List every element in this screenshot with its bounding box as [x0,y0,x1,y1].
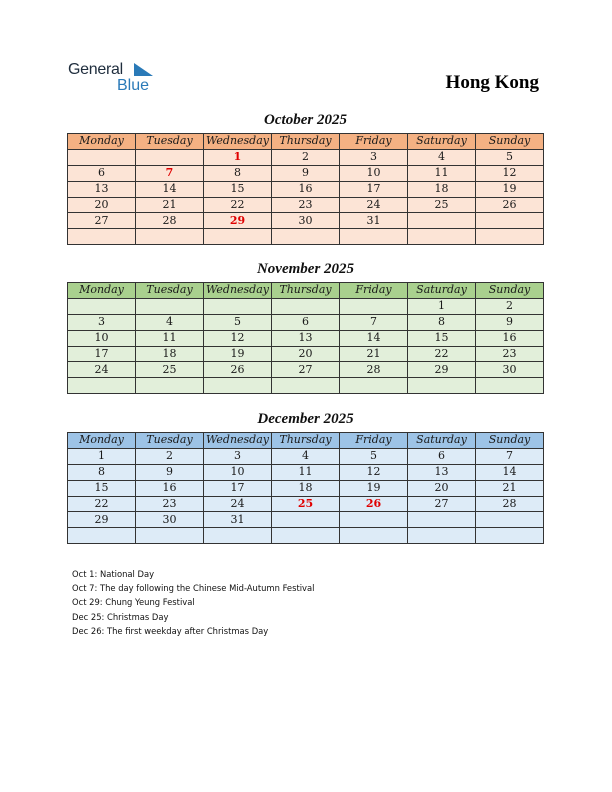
logo-triangle-icon [134,63,154,77]
calendar-december [67,432,544,544]
day-cell: 6 [68,165,136,181]
day-cell: 2 [272,149,340,165]
holiday-note: Oct 1: National Day [72,569,155,579]
empty-day-cell [68,528,136,544]
empty-day-cell [408,378,476,394]
day-cell: 14 [476,464,544,480]
weekday-header-row [68,283,544,299]
week-row [68,229,544,245]
day-cell: 3 [68,314,136,330]
day-cell: 12 [204,330,272,346]
holiday-note: Oct 7: The day following the Chinese Mid-Autumn Festival [72,583,315,594]
day-cell: 1 [408,298,476,314]
day-cell: 1 [204,149,272,165]
day-cell: 20 [272,346,340,362]
day-cell: 15 [408,330,476,346]
empty-day-cell [340,528,408,544]
day-cell: 17 [204,480,272,496]
day-cell: 9 [136,464,204,480]
weekday-header: Monday [68,283,136,299]
day-cell: 29 [68,512,136,528]
day-cell: 2 [136,448,204,464]
day-cell: 8 [204,165,272,181]
week-row [68,298,544,314]
day-cell: 16 [136,480,204,496]
week-row [68,480,544,496]
day-cell: 27 [68,213,136,229]
day-cell: 3 [340,149,408,165]
country-title: Hong Kong [445,72,539,93]
day-cell: 6 [272,314,340,330]
empty-day-cell [136,149,204,165]
calendar-october [67,133,544,245]
day-cell: 23 [136,496,204,512]
empty-day-cell [136,298,204,314]
day-cell: 7 [136,165,204,181]
week-row [68,181,544,197]
day-cell: 7 [340,314,408,330]
empty-day-cell [340,298,408,314]
empty-day-cell [68,149,136,165]
weekday-header-row [68,433,544,449]
day-cell: 5 [204,314,272,330]
logo-general-text: General [68,61,123,78]
week-row [68,378,544,394]
weekday-header: Tuesday [136,283,204,299]
day-cell: 9 [476,314,544,330]
week-row [68,213,544,229]
calendar-november [67,282,544,394]
day-cell: 17 [68,346,136,362]
day-cell: 5 [340,448,408,464]
day-cell: 21 [476,480,544,496]
weekday-header: Friday [340,134,408,150]
weekday-header-row [68,134,544,150]
weekday-header: Thursday [272,134,340,150]
empty-day-cell [340,229,408,245]
empty-day-cell [476,229,544,245]
empty-day-cell [204,298,272,314]
day-cell: 31 [204,512,272,528]
day-cell: 22 [204,197,272,213]
holiday-notes [72,567,314,638]
day-cell: 24 [68,362,136,378]
week-row [68,496,544,512]
empty-day-cell [136,229,204,245]
week-row [68,165,544,181]
day-cell: 9 [272,165,340,181]
day-cell: 10 [204,464,272,480]
day-cell: 22 [408,346,476,362]
day-cell: 23 [476,346,544,362]
day-cell: 19 [476,181,544,197]
day-cell: 5 [476,149,544,165]
empty-day-cell [68,298,136,314]
empty-day-cell [408,213,476,229]
day-cell: 23 [272,197,340,213]
week-row [68,528,544,544]
weekday-header: Saturday [408,433,476,449]
day-cell: 11 [136,330,204,346]
empty-day-cell [476,528,544,544]
day-cell: 18 [136,346,204,362]
weekday-header: Saturday [408,134,476,150]
day-cell: 16 [476,330,544,346]
day-cell: 27 [408,496,476,512]
day-cell: 29 [204,213,272,229]
day-cell: 25 [408,197,476,213]
week-row [68,362,544,378]
logo [68,61,178,101]
empty-day-cell [476,213,544,229]
weekday-header: Sunday [476,134,544,150]
weekday-header: Friday [340,283,408,299]
holiday-note: Dec 26: The first weekday after Christmas Day [72,625,269,636]
empty-day-cell [272,378,340,394]
empty-day-cell [272,512,340,528]
empty-day-cell [340,512,408,528]
day-cell: 17 [340,181,408,197]
day-cell: 3 [204,448,272,464]
day-cell: 26 [340,496,408,512]
weekday-header: Friday [340,433,408,449]
empty-day-cell [204,528,272,544]
day-cell: 12 [476,165,544,181]
day-cell: 28 [136,213,204,229]
day-cell: 4 [136,314,204,330]
day-cell: 20 [408,480,476,496]
day-cell: 13 [68,181,136,197]
weekday-header: Saturday [408,283,476,299]
week-row [68,197,544,213]
empty-day-cell [136,378,204,394]
day-cell: 13 [272,330,340,346]
day-cell: 19 [340,480,408,496]
day-cell: 13 [408,464,476,480]
empty-day-cell [68,378,136,394]
day-cell: 25 [136,362,204,378]
weekday-header: Wednesday [204,283,272,299]
day-cell: 26 [476,197,544,213]
day-cell: 4 [408,149,476,165]
day-cell: 27 [272,362,340,378]
day-cell: 14 [340,330,408,346]
empty-day-cell [204,229,272,245]
empty-day-cell [136,528,204,544]
day-cell: 10 [68,330,136,346]
day-cell: 19 [204,346,272,362]
day-cell: 30 [272,213,340,229]
day-cell: 8 [408,314,476,330]
day-cell: 21 [136,197,204,213]
day-cell: 10 [340,165,408,181]
week-row [68,346,544,362]
weekday-header: Monday [68,433,136,449]
weekday-header: Sunday [476,283,544,299]
day-cell: 18 [272,480,340,496]
weekday-header: Wednesday [204,433,272,449]
day-cell: 24 [204,496,272,512]
week-row [68,448,544,464]
weekday-header: Thursday [272,283,340,299]
day-cell: 28 [340,362,408,378]
empty-day-cell [476,378,544,394]
empty-day-cell [476,512,544,528]
holiday-note: Oct 29: Chung Yeung Festival [72,597,195,608]
day-cell: 14 [136,181,204,197]
day-cell: 11 [272,464,340,480]
day-cell: 22 [68,496,136,512]
day-cell: 7 [476,448,544,464]
week-row [68,149,544,165]
day-cell: 30 [136,512,204,528]
day-cell: 15 [204,181,272,197]
month-title-december: December 2025 [257,411,354,427]
day-cell: 26 [204,362,272,378]
day-cell: 18 [408,181,476,197]
day-cell: 12 [340,464,408,480]
empty-day-cell [272,229,340,245]
week-row [68,464,544,480]
day-cell: 15 [68,480,136,496]
empty-day-cell [408,528,476,544]
logo-blue-text: Blue [117,77,150,94]
weekday-header: Tuesday [136,433,204,449]
weekday-header: Sunday [476,433,544,449]
empty-day-cell [204,378,272,394]
empty-day-cell [68,229,136,245]
day-cell: 24 [340,197,408,213]
weekday-header: Wednesday [204,134,272,150]
day-cell: 25 [272,496,340,512]
day-cell: 28 [476,496,544,512]
empty-day-cell [340,378,408,394]
empty-day-cell [272,528,340,544]
empty-day-cell [408,512,476,528]
day-cell: 6 [408,448,476,464]
day-cell: 8 [68,464,136,480]
empty-day-cell [272,298,340,314]
day-cell: 30 [476,362,544,378]
day-cell: 31 [340,213,408,229]
weekday-header: Thursday [272,433,340,449]
empty-day-cell [408,229,476,245]
day-cell: 4 [272,448,340,464]
month-title-november: November 2025 [256,261,355,277]
week-row [68,314,544,330]
week-row [68,330,544,346]
day-cell: 11 [408,165,476,181]
day-cell: 29 [408,362,476,378]
day-cell: 16 [272,181,340,197]
day-cell: 21 [340,346,408,362]
day-cell: 20 [68,197,136,213]
day-cell: 2 [476,298,544,314]
week-row [68,512,544,528]
weekday-header: Monday [68,134,136,150]
holiday-note: Dec 25: Christmas Day [72,611,169,622]
day-cell: 1 [68,448,136,464]
weekday-header: Tuesday [136,134,204,150]
month-title-october: October 2025 [264,112,347,128]
